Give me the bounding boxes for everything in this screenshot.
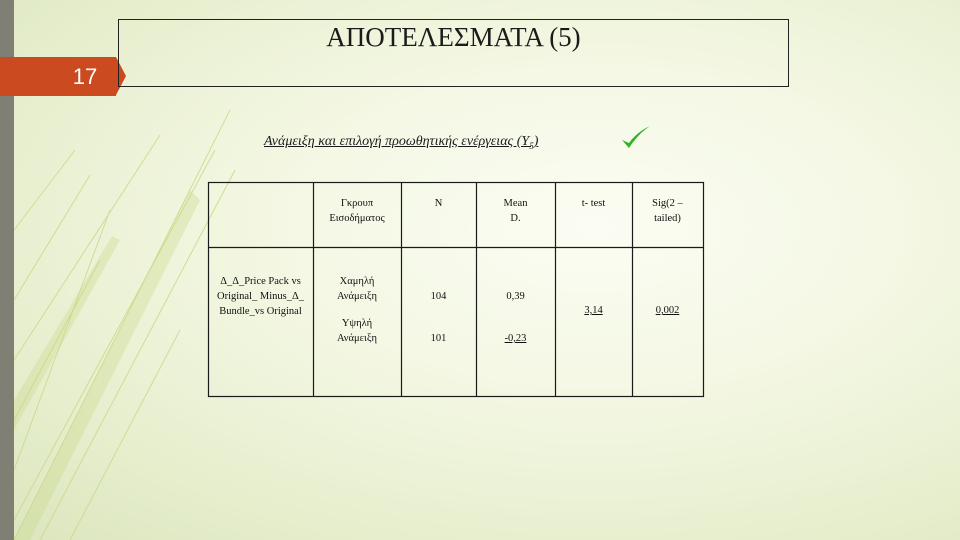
slide-title: ΑΠΟΤΕΛΕΣΜΑΤΑ (5) <box>326 22 581 52</box>
header-mean <box>476 196 555 226</box>
ttest-value: 3,14 <box>584 305 603 316</box>
header-sig-line2: tailed) <box>654 213 681 224</box>
header-group-line2: Εισοδήματος <box>329 213 385 224</box>
slide-number: 17 <box>72 64 98 89</box>
header-group <box>313 196 401 226</box>
header-sig <box>632 196 703 226</box>
subtitle-close: ) <box>533 134 539 149</box>
row-high-mean: -0,23 <box>504 333 527 344</box>
header-ttest: t- test <box>581 198 606 209</box>
row-high-group-line2: Ανάμειξη <box>336 333 378 344</box>
row-low-group-line2: Ανάμειξη <box>336 291 378 302</box>
variable-name <box>208 274 313 319</box>
row-low-group-line1: Χαμηλή <box>339 276 375 287</box>
row-high-group-line1: Υψηλή <box>341 318 373 329</box>
row-low-mean: 0,39 <box>506 291 525 302</box>
header-sig-line1: Sig(2 – <box>652 198 683 209</box>
subtitle-text: Ανάμειξη και επιλογή προωθητικής ενέργειας (Υ <box>264 134 530 149</box>
header-mean-line2: D. <box>510 213 521 224</box>
header-mean-line1: Mean <box>503 198 528 209</box>
variable-line1: Δ_Δ_Price Pack vs <box>220 276 301 287</box>
row-low-n: 104 <box>430 291 447 302</box>
row-low-group <box>313 274 401 304</box>
subtitle-subscript: 5 <box>529 140 534 151</box>
row-high-group <box>313 316 401 346</box>
variable-line3: Bundle_vs Original <box>219 306 302 317</box>
variable-line2: Original_ Minus_Δ_ <box>217 291 304 302</box>
sig-value: 0,002 <box>655 305 680 316</box>
header-n: N <box>434 198 443 209</box>
row-high-n: 101 <box>430 333 447 344</box>
header-group-line1: Γκρουπ <box>340 198 374 209</box>
